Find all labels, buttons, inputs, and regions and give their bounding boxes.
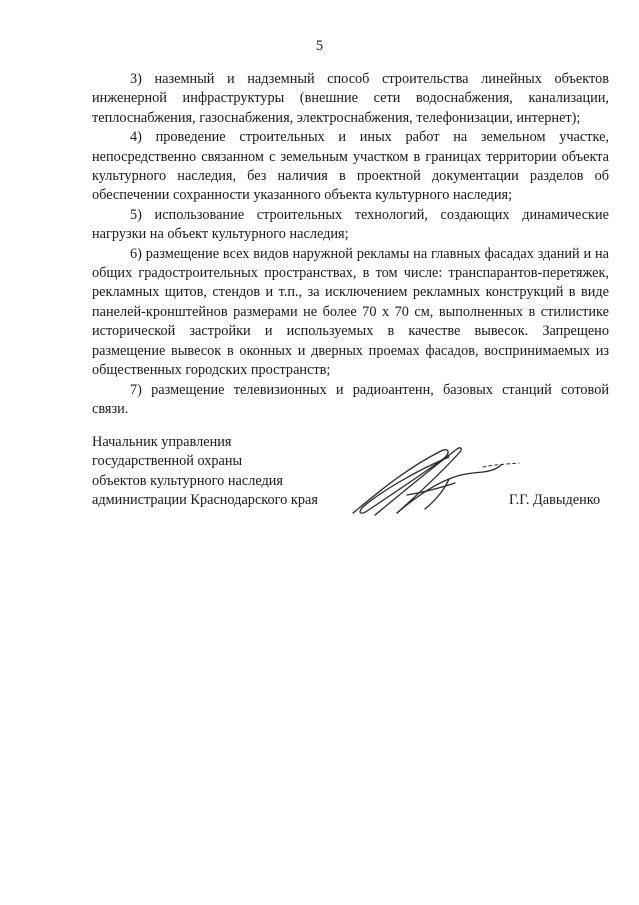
signatory-title-line: государственной охраны [92, 453, 243, 470]
signatory-name: Г.Г. Давыденко [509, 492, 601, 508]
signatory-title-line: администрации Краснодарского края [92, 492, 318, 509]
list-item: 3) наземный и надземный способ строительства линейных объектов инженерной инфраструктуры (внешние сети водоснабжения, канализации, теплоснабжения, газоснабжения, электроснабжения, телефонизации, интернет); [92, 71, 609, 126]
list-item: 7) размещение телевизионных и радиоантенн, базовых станций сотовой связи. [92, 381, 609, 417]
signatory-title-line: Начальник управления [92, 434, 232, 450]
list-item: 4) проведение строительных и иных работ на земельном участке, непосредственно связанном с земельным участком в границах территории объекта культурного наследия, без наличия в проектной документации разделов об обеспечении сохранности указанного объекта культурного наследия; [92, 129, 609, 204]
handwritten-signature [345, 443, 525, 519]
list-item: 5) использование строительных технологий, создающих динамические нагрузки на объект культурного наследия; [92, 206, 609, 243]
list-item: 6) размещение всех видов наружной рекламы на главных фасадах зданий и на общих градостроительных пространствах, в том числе: транспарантов-перетяжек, рекламных щитов, стендов и т.п., за исключением рекламных конструкций в виде панелей-кронштейнов размерами не более 70 х 70 см, выполненных в стилистике исторической застройки и используемых в качестве вывесок. Запрещено размещение вывесок в оконных и дверных проемах фасадов, воспринимаемых из общественных городских пространств; [92, 245, 609, 379]
document-body [92, 70, 609, 419]
page-number: 5 [315, 38, 324, 54]
signatory-title-line: объектов культурного наследия [92, 472, 283, 489]
